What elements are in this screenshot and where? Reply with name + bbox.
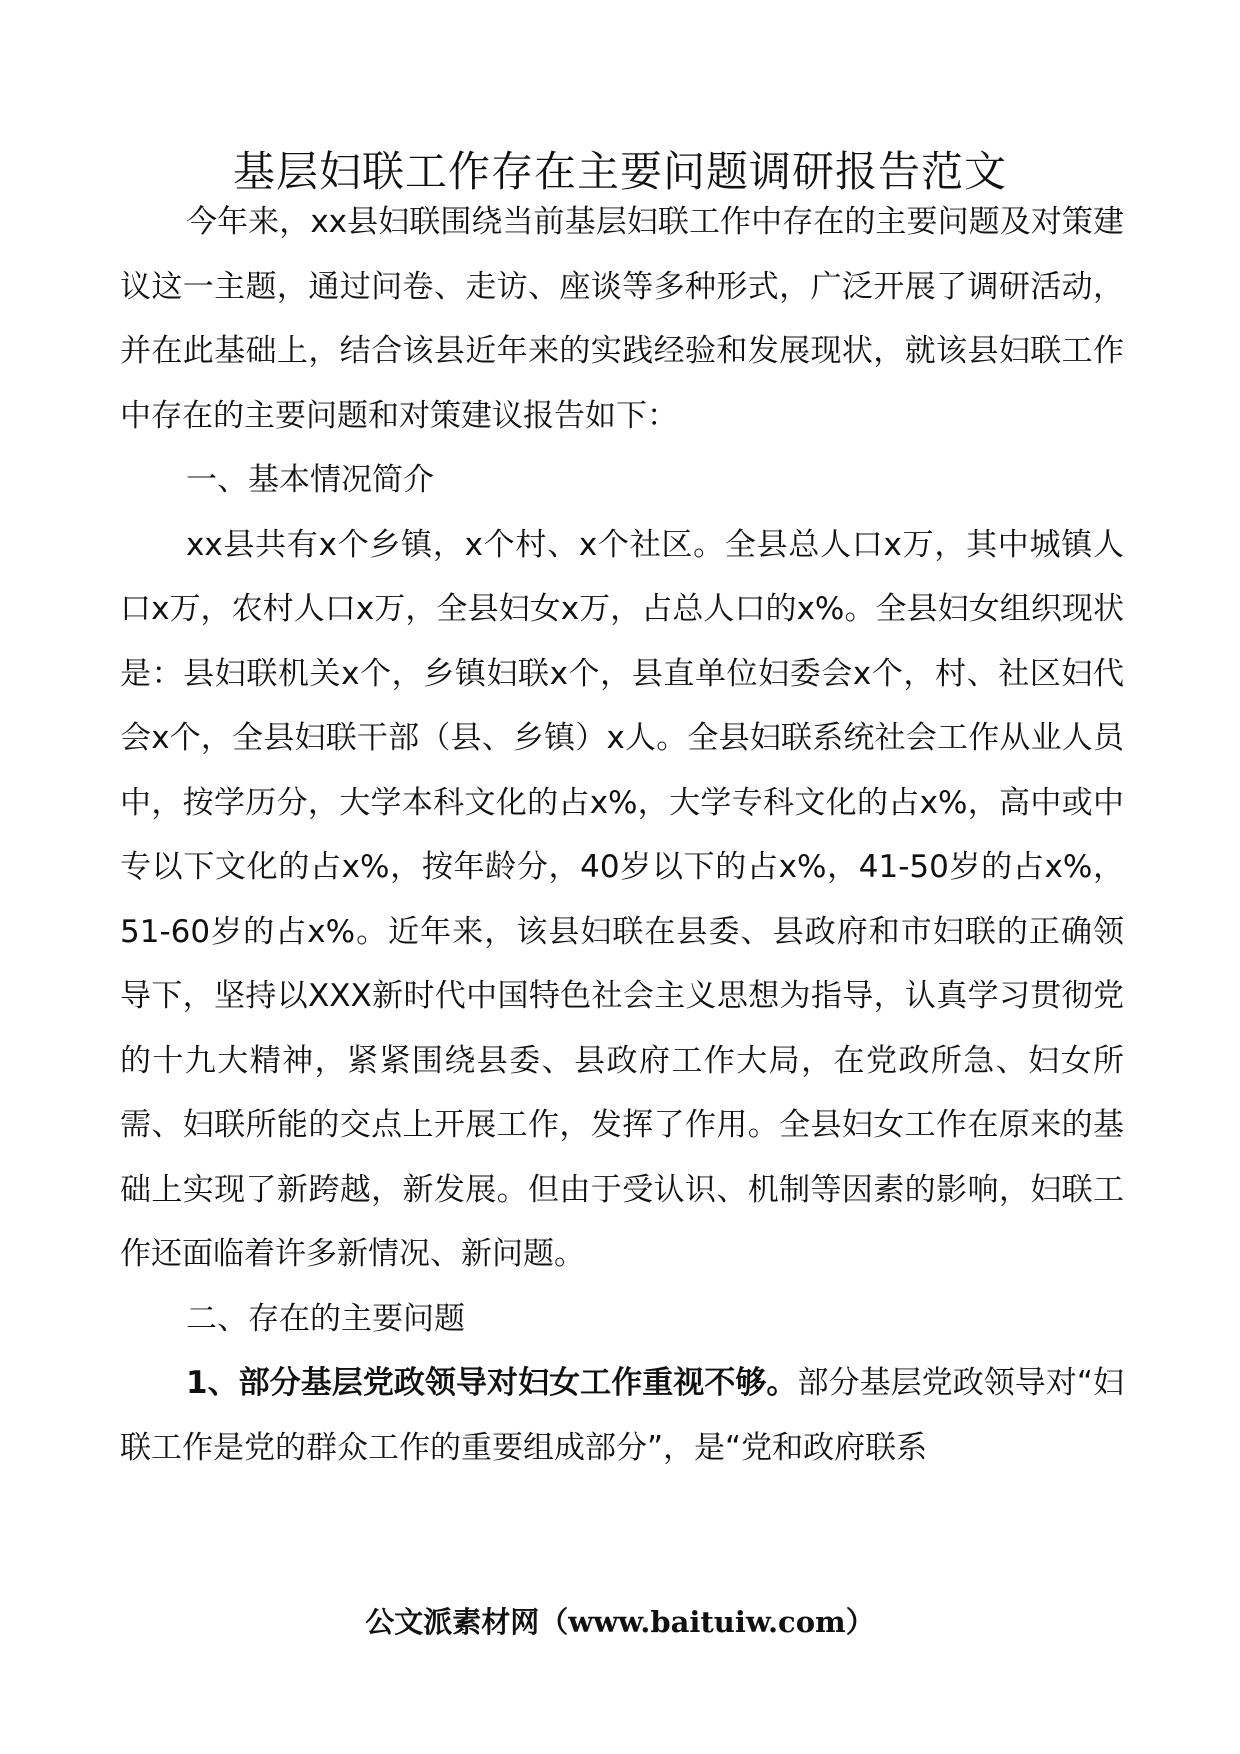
section-1-heading: 一、基本情况简介 [186, 462, 434, 498]
point-1-text: 部分基层党政领导对“妇联工作是党的群众工作的重要组成部分”，是“党和政府联系 [120, 1365, 1124, 1466]
section-1-paragraph: xx县共有x个乡镇，x个村、x个社区。全县总人口x万，其中城镇人口x万，农村人口x万，全县妇女x万，占总人口的x%。全县妇女组织现状是：县妇联机关x个，乡镇妇联x个，县直单位妇委会x个，村、社区妇代会x个，全县妇联干部（县、乡镇）x人。全县妇联系统社会工作从业人员中，按学历分，大学本科文化的占x%，大学专科文化的占x%，高中或中专以下文化的占x%，按年龄分，40岁以下的占x%，41-50岁的占x%，51-60岁的占x%。近年来，该县妇联在县委、县政府和市妇联的正确领导下，坚持以XXX新时代中国特色社会主义思想为指导，认真学习贯彻党的十九大精神，紧紧围绕县委、县政府工作大局，在党政所急、妇女所需、妇联所能的交点上开展工作，发挥了作用。全县妇女工作在原来的基础上实现了新跨越，新发展。但由于受认识、机制等因素的影响，妇联工作还面临着许多新情况、新问题。 [120, 526, 1124, 1272]
document-body [120, 190, 1124, 1480]
point-1-lead: 1、部分基层党政领导对妇女工作重视不够。 [186, 1365, 798, 1401]
section-2-heading: 二、存在的主要问题 [186, 1300, 465, 1337]
intro-paragraph: 今年来，xx县妇联围绕当前基层妇联工作中存在的主要问题及对策建议这一主题，通过问卷、走访、座谈等多种形式，广泛开展了调研活动，并在此基础上，结合该县近年来的实践经验和发展现状，就该县妇联工作中存在的主要问题和对策建议报告如下： [120, 204, 1124, 434]
document-title: 基层妇联工作存在主要问题调研报告范文 [232, 147, 1007, 196]
footer-watermark: 公文派素材网（www.baituiw.com） [365, 1605, 875, 1639]
point-1-paragraph [120, 1351, 1124, 1480]
